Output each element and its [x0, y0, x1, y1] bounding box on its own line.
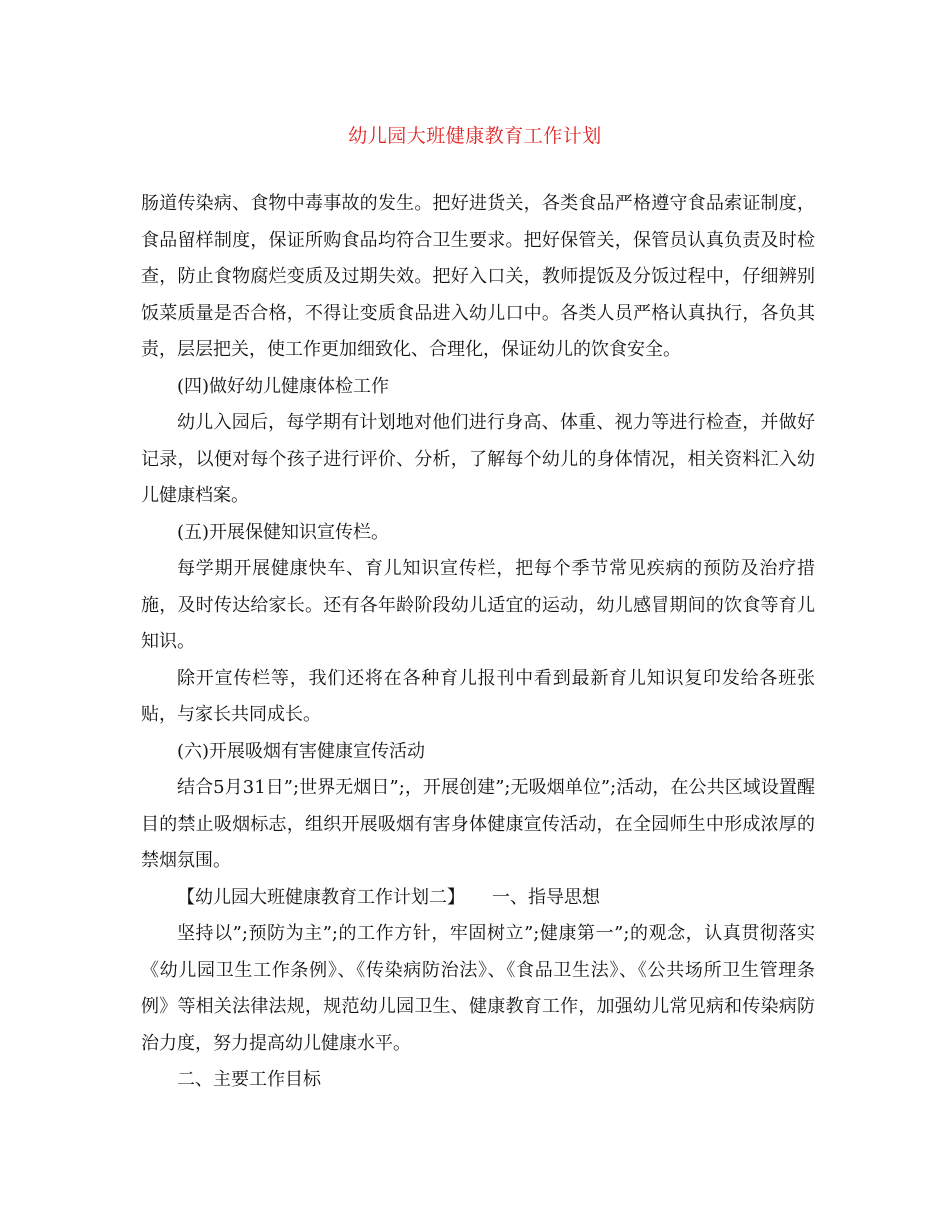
paragraph-health-checkup: 幼儿入园后，每学期有计划地对他们进行身高、体重、视力等进行检查，并做好记录，以便对每个孩子进行评价、分析，了解每个幼儿的身体情况，相关资料汇入幼儿健康档案。 [141, 412, 815, 506]
section-heading-bulletin-board: (五)开展保健知识宣传栏。 [177, 521, 390, 543]
plan-two-heading: 【幼儿园大班健康教育工作计划二】 一、指导思想 [177, 886, 600, 908]
section-heading-health-checkup: (四)做好幼儿健康体检工作 [177, 375, 390, 397]
section-heading-no-smoking: (六)开展吸烟有害健康宣传活动 [177, 740, 426, 762]
document-title: 幼儿园大班健康教育工作计划 [348, 125, 602, 147]
paragraph-guiding-ideology: 坚持以”;预防为主”;的工作方针，牢固树立”;健康第一”;的观念，认真贯彻落实《幼儿园卫生工作条例》、《传染病防治法》、《食品卫生法》、《公共场所卫生管理条例》等相关法律法规，规范幼儿园卫生、健康教育工作，加强幼儿常见病和传染病防治力度，努力提高幼儿健康水平。 [141, 923, 815, 1054]
document-body [141, 186, 815, 1099]
paragraph-bulletin-board: 每学期开展健康快车、育儿知识宣传栏，把每个季节常见疾病的预防及治疗措施，及时传达给家长。还有各年龄阶段幼儿适宜的运动，幼儿感冒期间的饮食等育儿知识。 [141, 558, 815, 652]
paragraph-bulletin-extra: 除开宣传栏等，我们还将在各种育儿报刊中看到最新育儿知识复印发给各班张贴，与家长共同成长。 [141, 667, 815, 725]
section-heading-main-goals: 二、主要工作目标 [177, 1069, 321, 1090]
paragraph-no-smoking: 结合5月31日”;世界无烟日”;，开展创建”;无吸烟单位”;活动，在公共区域设置醒目的禁止吸烟标志，组织开展吸烟有害身体健康宣传活动，在全园师生中形成浓厚的禁烟氛围。 [141, 777, 815, 871]
paragraph-food-safety: 肠道传染病、食物中毒事故的发生。把好进货关，各类食品严格遵守食品索证制度，食品留样制度，保证所购食品均符合卫生要求。把好保管关，保管员认真负责及时检查，防止食物腐烂变质及过期失效。把好入口关，教师提饭及分饭过程中，仔细辨别饭菜质量是否合格，不得让变质食品进入幼儿口中。各类人员严格认真执行，各负其责，层层把关，使工作更加细致化、合理化，保证幼儿的饮食安全。 [141, 193, 815, 360]
